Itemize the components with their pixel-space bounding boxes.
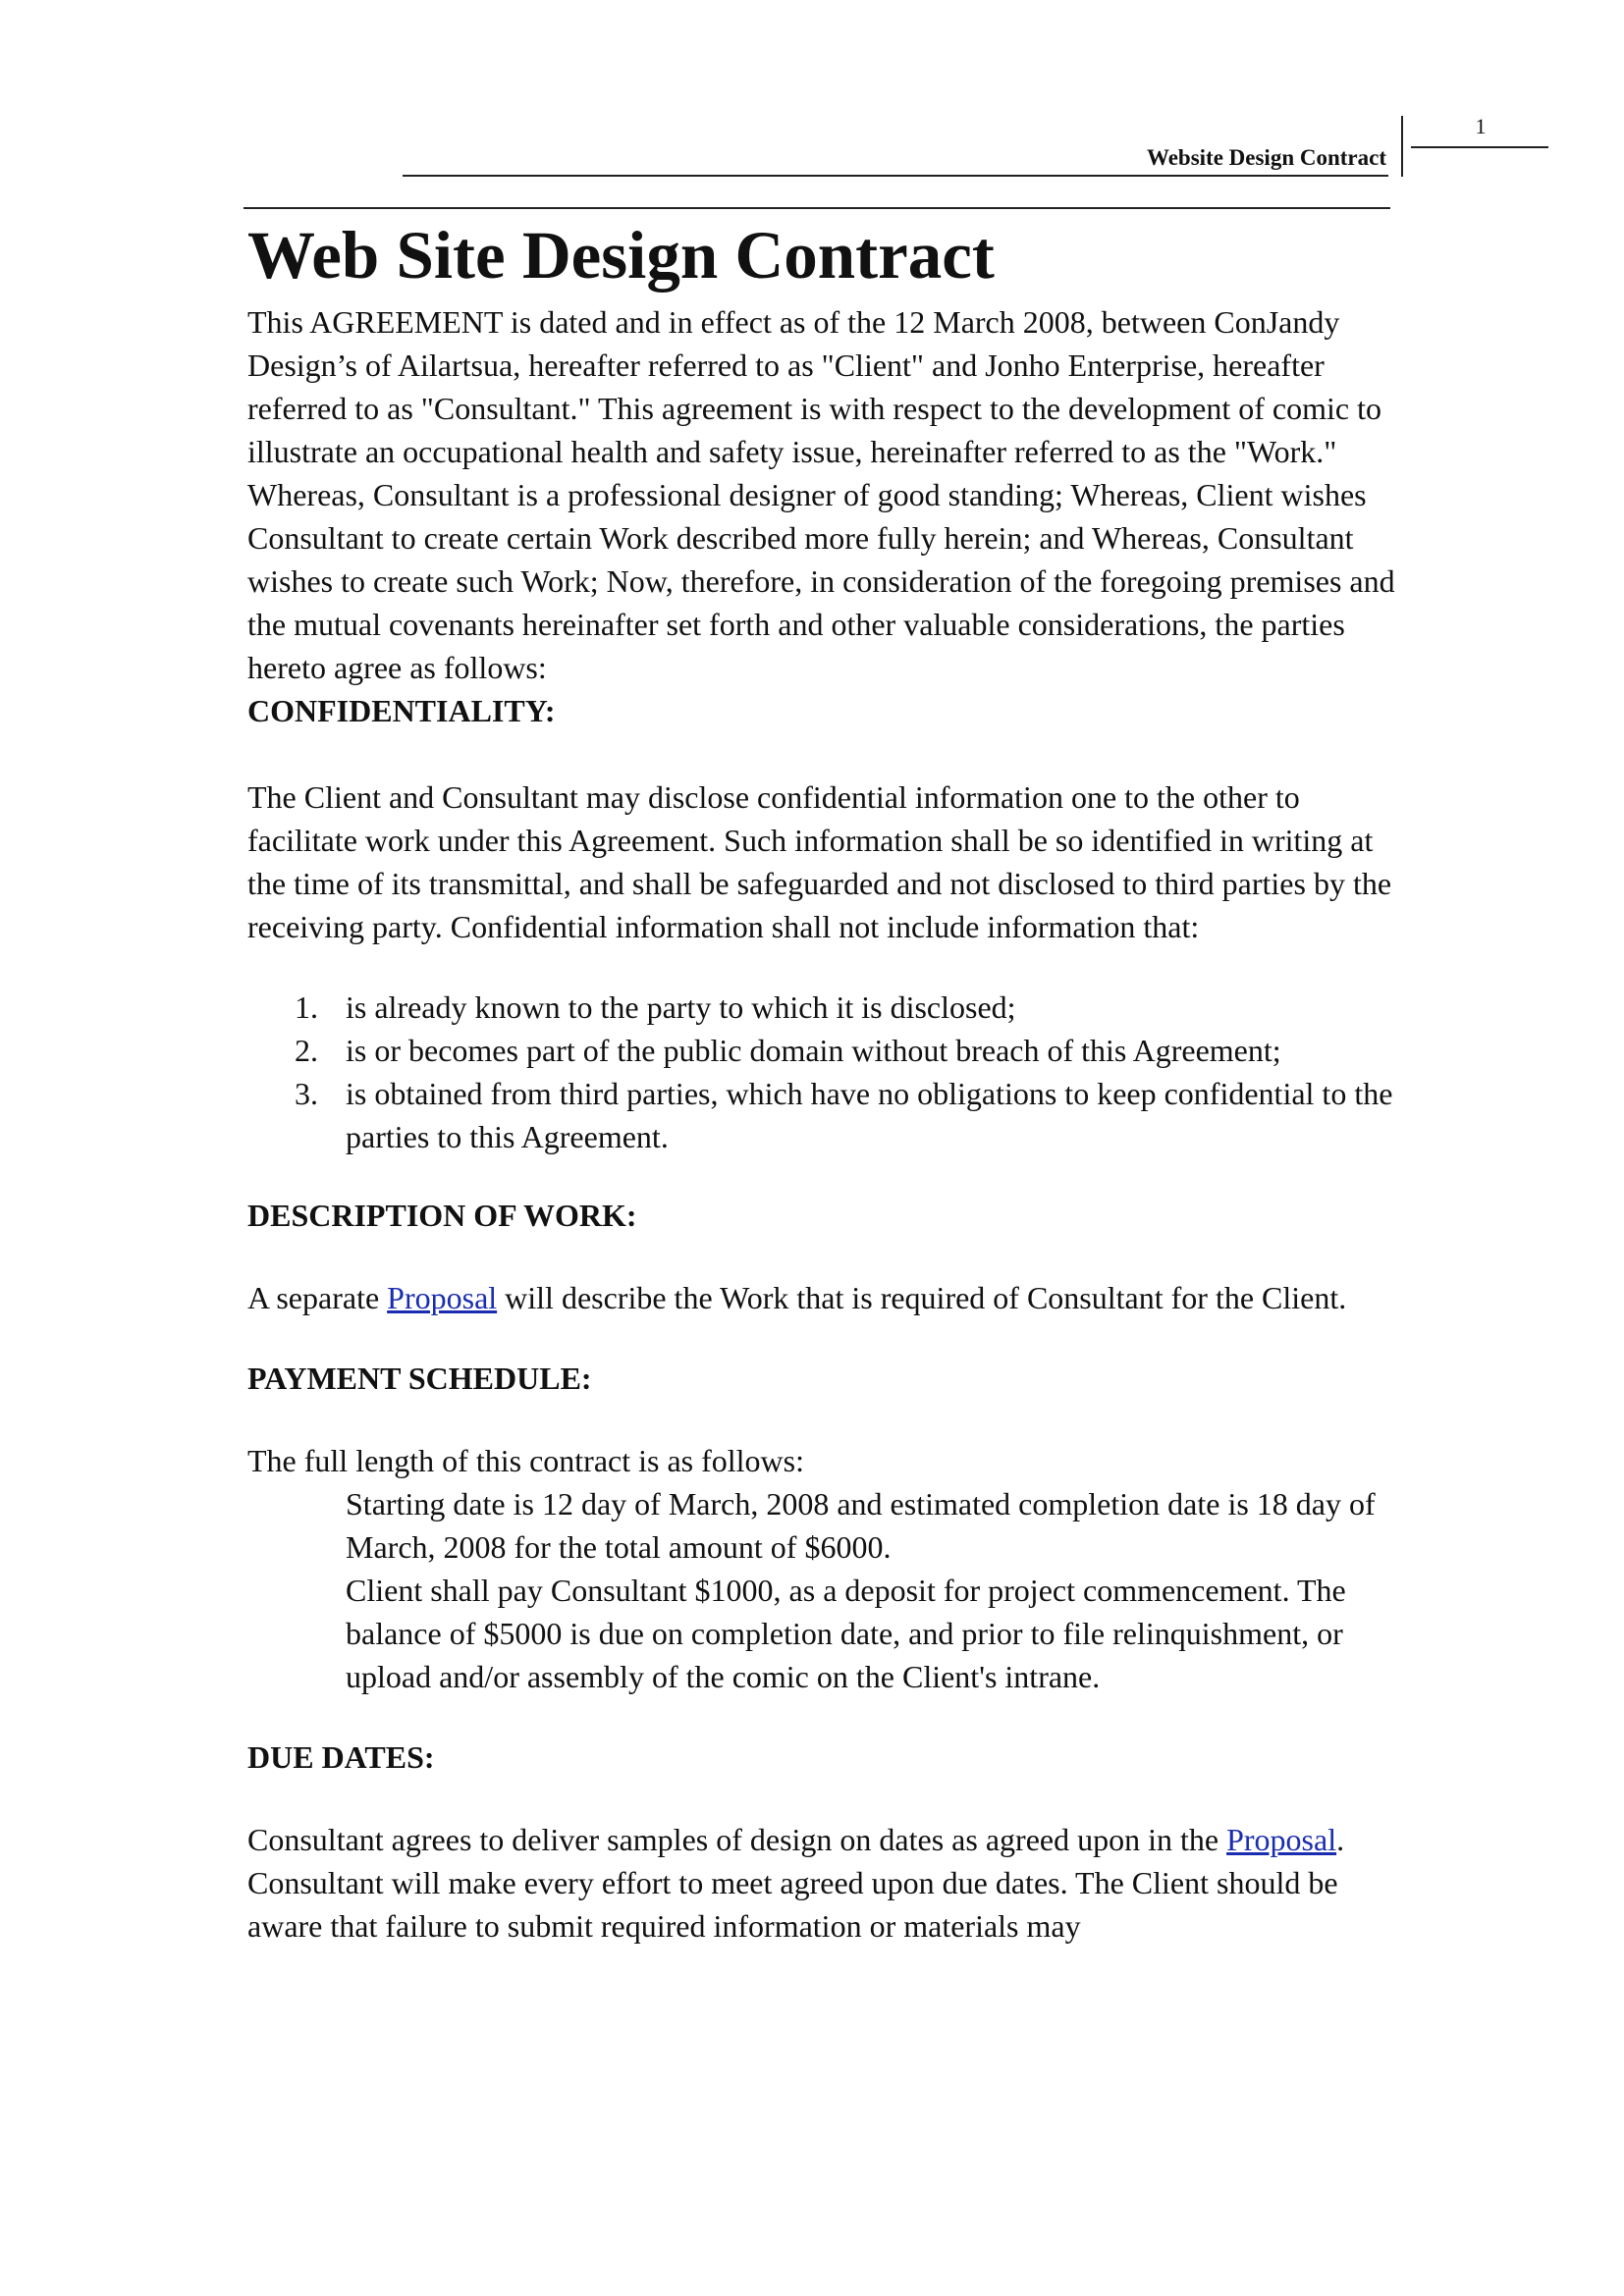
payment-line: Client shall pay Consultant $1000, as a deposit for project commencement. The balance of $5000 is due on completion date, and prior to file relinquishment, or upload and/or assembly of the comic on the Client's intrane. — [346, 1573, 1346, 1694]
list-item-text: is already known to the party to which it is disclosed; — [346, 989, 1016, 1025]
header-vertical-rule — [1401, 116, 1403, 177]
due-dates-text: Consultant agrees to deliver samples of design on dates as agreed upon in the — [247, 1822, 1227, 1857]
header-rule — [403, 175, 1388, 177]
page-number: 1 — [1475, 114, 1487, 138]
payment-line: Starting date is 12 day of March, 2008 and estimated completion date is 18 day of March, 2008 for the total amount of $6000. — [346, 1486, 1376, 1565]
payment-lead: The full length of this contract is as follows: — [247, 1443, 804, 1478]
list-item-number: 2. — [295, 1033, 318, 1068]
list-item-text: is or becomes part of the public domain without breach of this Agreement; — [346, 1033, 1281, 1068]
description-text: A separate — [247, 1280, 388, 1315]
description-heading: DESCRIPTION OF WORK: — [247, 1198, 637, 1233]
list-item-text: is obtained from third parties, which have no obligations to keep confidential to the parties to this Agreement. — [346, 1076, 1393, 1154]
payment-heading: PAYMENT SCHEDULE: — [247, 1361, 592, 1396]
list-item — [247, 1072, 1396, 1158]
proposal-link[interactable]: Proposal — [387, 1280, 498, 1315]
list-item — [247, 986, 1396, 1029]
intro-paragraph: This AGREEMENT is dated and in effect as of the 12 March 2008, between ConJandy Design’s of Ailartsua, hereafter referred to as "Client" and Jonho Enterprise, hereafter referred to as "Consultant." This agreement is with respect to the development of comic to illustrate an occupational health and safety issue, hereinafter referred to as the "Work." Whereas, Consultant is a professional designer of good standing; Whereas, Client wishes Consultant to create certain Work described more fully herein; and Whereas, Consultant wishes to create such Work; Now, therefore, in consideration of the foregoing premises and the mutual covenants hereinafter set forth and other valuable considerations, the parties hereto agree as follows: — [247, 304, 1395, 685]
page-number-rule — [1411, 146, 1548, 148]
due-dates-paragraph — [247, 1818, 1396, 1948]
list-item-number: 3. — [295, 1076, 318, 1111]
description-paragraph — [247, 1276, 1396, 1319]
confidentiality-heading: CONFIDENTIALITY: — [247, 693, 556, 728]
description-text-end: will describe the Work that is required of Consultant for the Client. — [497, 1280, 1347, 1315]
title-rule — [244, 207, 1390, 209]
document-title: Web Site Design Contract — [247, 218, 995, 293]
confidentiality-paragraph: The Client and Consultant may disclose confidential information one to the other to facilitate work under this Agreement. Such information shall be so identified in writing at the time of its transmittal, and shall be safeguarded and not disclosed to third parties by the receiving party. Confidential information shall not include information that: — [247, 779, 1392, 944]
due-dates-heading: DUE DATES: — [247, 1739, 435, 1775]
confidentiality-exclusions-list — [247, 986, 1396, 1158]
list-item — [247, 1029, 1396, 1072]
proposal-link[interactable]: Proposal — [1226, 1822, 1337, 1857]
due-dates-text-end: . Consultant will make every effort to meet agreed upon due dates. The Client should be aware that failure to submit required information or materials may — [247, 1822, 1345, 1944]
running-header: Website Design Contract — [1146, 145, 1386, 170]
document-body — [247, 210, 1396, 1948]
list-item-number: 1. — [295, 989, 318, 1025]
